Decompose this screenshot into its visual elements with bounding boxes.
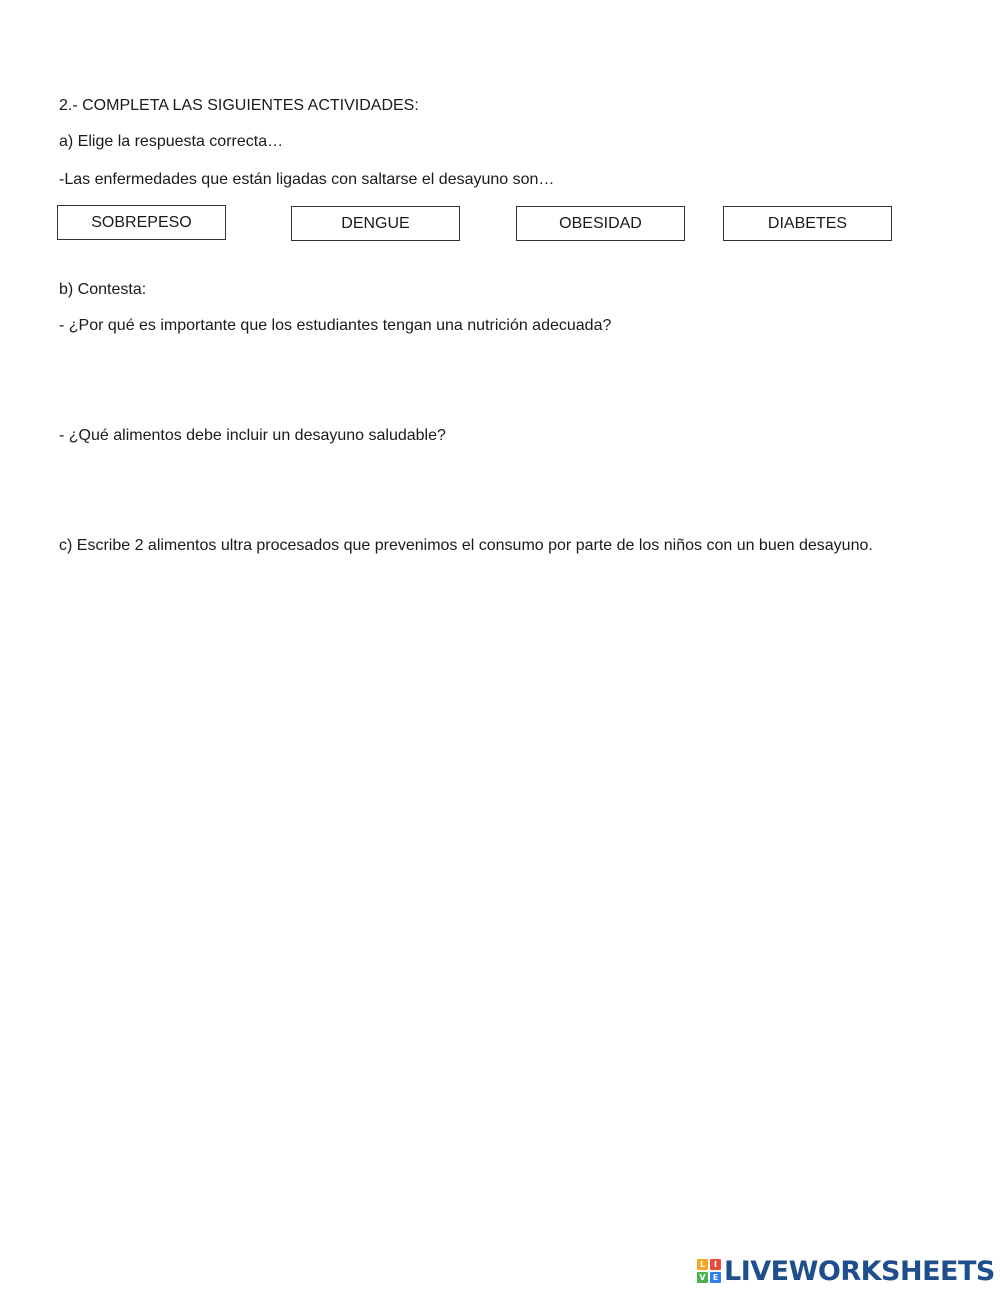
option-sobrepeso[interactable]: SOBREPESO bbox=[57, 205, 226, 240]
part-a-instruction: a) Elige la respuesta correcta… bbox=[59, 133, 284, 150]
part-a-prompt: -Las enfermedades que están ligadas con saltarse el desayuno son… bbox=[59, 171, 555, 188]
worksheet-heading: 2.- COMPLETA LAS SIGUIENTES ACTIVIDADES: bbox=[59, 97, 419, 114]
logo-icon-letter: V bbox=[697, 1272, 708, 1283]
option-diabetes[interactable]: DIABETES bbox=[723, 206, 892, 241]
part-c-instruction: c) Escribe 2 alimentos ultra procesados que prevenimos el consumo por parte de los niños con un buen desayuno. bbox=[59, 537, 873, 554]
logo-icon-letter: E bbox=[710, 1272, 721, 1283]
logo-icon-letter: I bbox=[710, 1259, 721, 1270]
part-b-question-2: - ¿Qué alimentos debe incluir un desayuno saludable? bbox=[59, 427, 446, 444]
liveworksheets-logo-text: LIVEWORKSHEETS bbox=[724, 1255, 995, 1287]
liveworksheets-logo bbox=[697, 1255, 995, 1287]
part-b-instruction: b) Contesta: bbox=[59, 281, 147, 298]
option-obesidad[interactable]: OBESIDAD bbox=[516, 206, 685, 241]
liveworksheets-logo-icon bbox=[697, 1259, 721, 1283]
part-b-question-1: - ¿Por qué es importante que los estudiantes tengan una nutrición adecuada? bbox=[59, 317, 612, 334]
option-dengue[interactable]: DENGUE bbox=[291, 206, 460, 241]
logo-icon-letter: L bbox=[697, 1259, 708, 1270]
